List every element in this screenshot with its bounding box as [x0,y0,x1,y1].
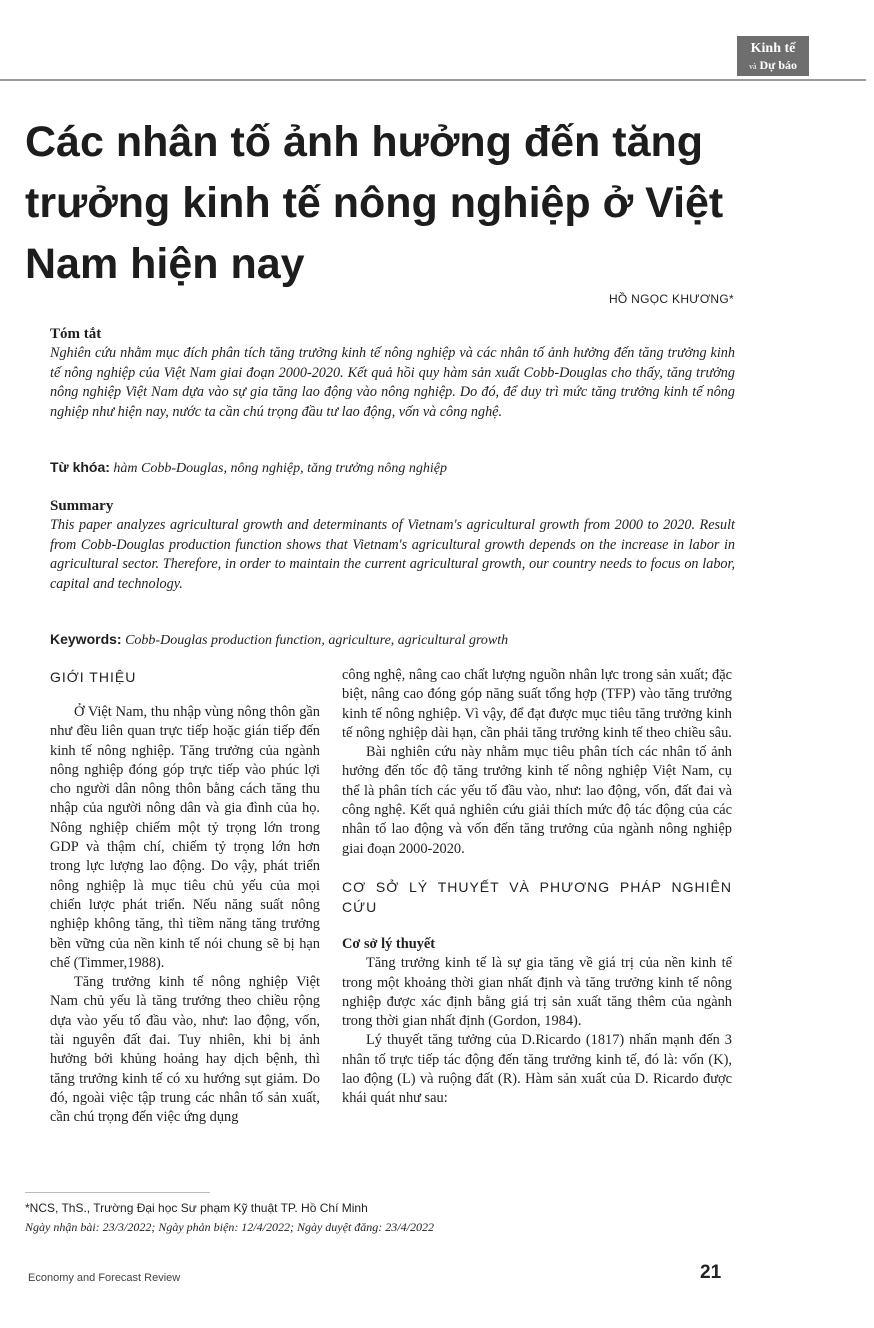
paragraph-5: Lý thuyết tăng tưởng của D.Ricardo (1817) nhấn mạnh đến 3 nhân tố trực tiếp tác động đến tăng trưởng kinh tế, đó là: vốn (K), lao động (L) và ruộng đất (R). Hàm sản xuất của D. Ricardo được khái quát như sau: [342,1032,732,1107]
right-column [342,666,732,1109]
footnote-rule [25,1192,210,1193]
footnote-dates: Ngày nhận bài: 23/3/2022; Ngày phản biện: 12/4/2022; Ngày duyệt đăng: 23/4/2022 [25,1220,434,1234]
journal-name: Economy and Forecast Review [28,1272,181,1284]
header-rule [0,79,866,81]
journal-logo [737,36,809,76]
footnote-affiliation: *NCS, ThS., Trường Đại học Sư phạm Kỹ thuật TP. Hồ Chí Minh [25,1201,368,1215]
paragraph-1: Ở Việt Nam, thu nhập vùng nông thôn gần như đều liên quan trực tiếp hoặc gián tiếp đến kinh tế nông nghiệp. Tăng trưởng của ngành nông nghiệp đóng góp trực tiếp vào phúc lợi cho người dân nông thôn bằng cách tăng thu nhập của người nông dân và gia đình của họ. Nông nghiệp chiếm một tỷ trọng lớn trong GDP và thậm chí, chiếm tỷ trọng lớn hơn trong lực lượng lao động. Do vậy, phát triển nông nghiệp là mục tiêu chủ yếu của mọi chiến lược phát triển. Nếu năng suất nông nghiệp không tăng, thì tiềm năng tăng trưởng bền vững của nền kinh tế nói chung sẽ bị hạn chế (Timmer,1988). [50,704,320,971]
abstract-vi-heading: Tóm tắt [50,326,102,342]
abstract-en-heading: Summary [50,498,114,514]
abstract-english [50,497,735,594]
paragraph-2-continued: công nghệ, nâng cao chất lượng nguồn nhân lực trong sản xuất; đặc biệt, nâng cao đóng góp năng suất tổng hợp (TFP) vào tăng trưởng kinh tế nông nghiệp. Vì vậy, để đạt được mục tiêu tăng trưởng kinh tế nông nghiệp dài hạn, cần phải tăng trưởng kinh tế theo chiều sâu. [342,667,732,741]
logo-line2 [737,59,809,71]
keywords-vietnamese [50,458,735,478]
logo-line1: Kinh tế [750,41,796,56]
keywords-vi-label: Từ khóa: [50,459,110,475]
abstract-en-text: This paper analyzes agricultural growth and determinants of Vietnam's agricultural growth from 2000 to 2020. Result from Cobb-Douglas production function shows that Vietnam's agricultural growth depends on the increase in labor in agricultural sector. Therefore, in order to maintain the current agricultural growth, our country needs to focus on labor, capital and technology. [50,517,735,592]
keywords-vi-text: hàm Cobb-Douglas, nông nghiệp, tăng trưởng nông nghiệp [113,461,448,476]
keywords-english [50,630,735,650]
keywords-en-label: Keywords: [50,631,122,647]
theory-heading: CƠ SỞ LÝ THUYẾT VÀ PHƯƠNG PHÁP NGHIÊN CỨU [342,878,732,915]
paragraph-4: Tăng trưởng kinh tế là sự gia tăng về giá trị của nền kinh tế trong một khoảng thời gian nhất định và tăng trưởng kinh tế nông nghiệp được xác định bằng giá trị sản xuất tăng thêm của ngành trong thời gian nhất định (Gordon, 1984). [342,955,732,1030]
article-title: Các nhân tố ảnh hưởng đến tăng trưởng kinh tế nông nghiệp ở Việt Nam hiện nay [25,118,724,288]
paragraph-3: Bài nghiên cứu này nhằm mục tiêu phân tích các nhân tố ảnh hưởng đến tốc độ tăng trưởng kinh tế nông nghiệp Việt Nam, cụ thể là phân tích các yếu tố đầu vào, như: lao động, vốn, đất đai và công nghệ. Kết quả nghiên cứu giải thích mức độ tác động của các nhân tố lao động và vốn đến tăng trưởng của ngành nông nghiệp giai đoạn 2000-2020. [342,744,732,857]
abstract-vi-text: Nghiên cứu nhằm mục đích phân tích tăng trưởng kinh tế nông nghiệp và các nhân tố ảnh hưởng đến tăng trưởng kinh tế nông nghiệp của Việt Nam giai đoạn 2000-2020. Kết quả hồi quy hàm sản xuất Cobb-Douglas cho thấy, tăng trưởng nông nghiệp Việt Nam dựa vào sự gia tăng lao động vào nông nghiệp. Do đó, để duy trì mức tăng trưởng kinh tế nông nghiệp như hiện nay, nước ta cần chú trọng đầu tư lao động, vốn và công nghệ. [50,345,735,420]
logo-line2-text: Dự báo [759,58,798,72]
abstract-vietnamese [50,325,735,422]
intro-heading: GIỚI THIỆU [50,669,137,685]
author-name: HỒ NGỌC KHƯƠNG* [608,292,734,306]
paragraph-2: Tăng trưởng kinh tế nông nghiệp Việt Nam chủ yếu là tăng trưởng theo chiều rộng dựa vào yếu tố đầu vào, như: lao động, vốn, tài nguyên đất đai. Tuy nhiên, khi bị ảnh hưởng bởi khủng hoảng hay dịch bệnh, thì tăng trưởng kinh tế có xu hướng sụt giảm. Do đó, ngoài việc tập trung các nhân tố sản xuất, cần chú trọng đến việc ứng dụng [50,974,320,1126]
page-number: 21 [700,1262,722,1283]
keywords-en-text: Cobb-Douglas production function, agriculture, agricultural growth [125,633,509,648]
theory-subheading: Cơ sở lý thuyết [342,935,436,952]
left-column [50,667,320,1128]
logo-and: và [748,62,757,71]
